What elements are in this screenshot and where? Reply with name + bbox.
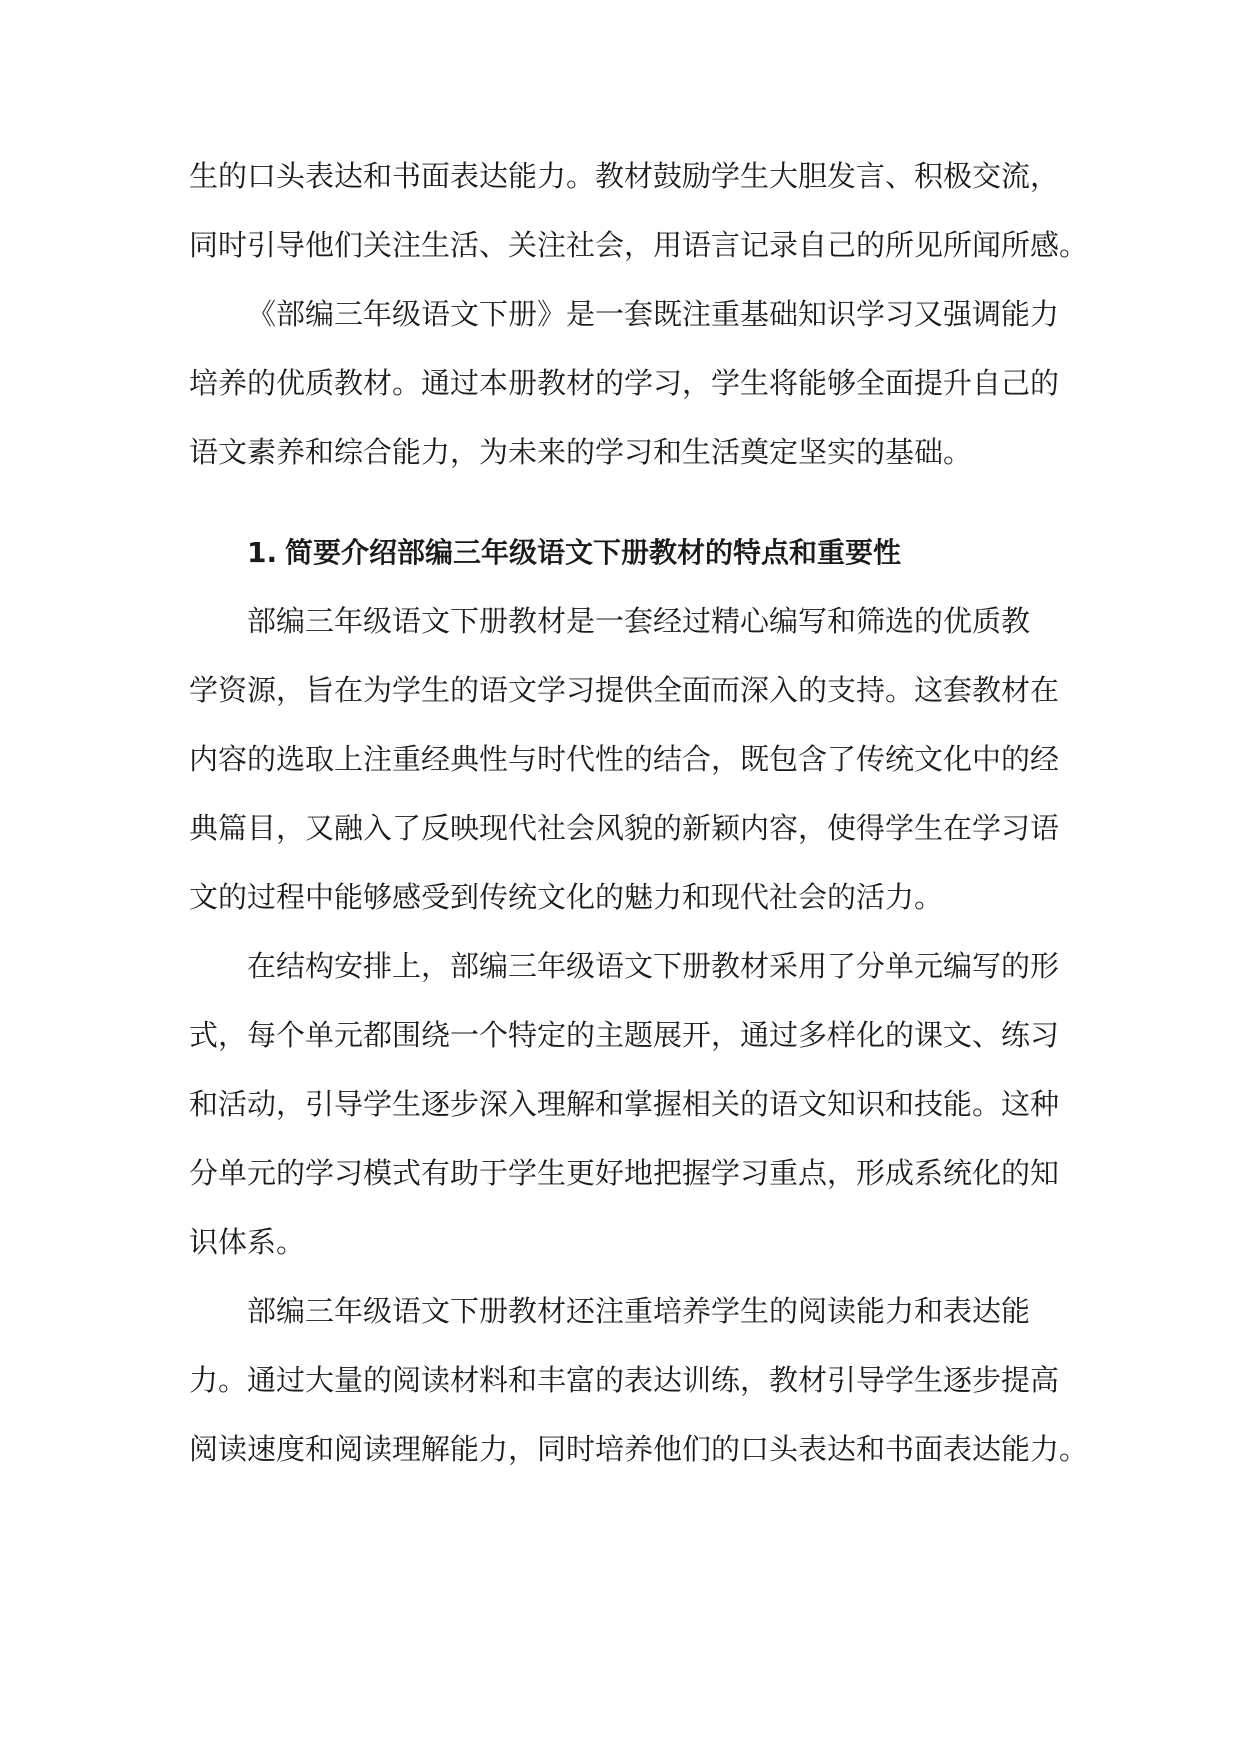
text-line: 培养的优质教材。通过本册教材的学习，学生将能够全面提升自己的 [189,366,1060,400]
text-line: 部编三年级语文下册教材还注重培养学生的阅读能力和表达能 [247,1294,1031,1328]
text-line: 和活动，引导学生逐步深入理解和掌握相关的语文知识和技能。这种 [189,1087,1060,1121]
paragraph-structure [189,932,1059,1277]
section-heading [189,518,1059,587]
text-line: 语文素养和综合能力，为未来的学习和生活奠定坚实的基础。 [189,435,973,469]
text-line: 分单元的学习模式有助于学生更好地把握学习重点，形成系统化的知 [189,1156,1060,1190]
section-number: 1. [247,536,278,569]
paragraph-summary [189,280,1059,487]
paragraph-continued [189,142,1089,280]
text-line: 内容的选取上注重经典性与时代性的结合，既包含了传统文化中的经 [189,742,1060,776]
paragraph-reading-skills [189,1277,1089,1484]
text-line: 阅读速度和阅读理解能力，同时培养他们的口头表达和书面表达能力。 [189,1432,1089,1466]
text-line: 文的过程中能够感受到传统文化的魅力和现代社会的活力。 [189,880,944,914]
paragraph-features [189,587,1059,932]
text-line: 学资源，旨在为学生的语文学习提供全面而深入的支持。这套教材在 [189,673,1060,707]
text-line: 识体系。 [189,1225,306,1259]
document-body [189,142,1089,1484]
text-line: 同时引导他们关注生活、关注社会，用语言记录自己的所见所闻所感。 [189,228,1089,262]
text-line: 式，每个单元都围绕一个特定的主题展开，通过多样化的课文、练习 [189,1018,1060,1052]
section-title: 简要介绍部编三年级语文下册教材的特点和重要性 [285,536,902,569]
text-line: 力。通过大量的阅读材料和丰富的表达训练，教材引导学生逐步提高 [189,1363,1060,1397]
text-line: 生的口头表达和书面表达能力。教材鼓励学生大胆发言、积极交流， [189,159,1060,193]
text-line: 部编三年级语文下册教材是一套经过精心编写和筛选的优质教 [247,604,1031,638]
text-line: 《部编三年级语文下册》是一套既注重基础知识学习又强调能力 [247,297,1060,331]
text-line: 典篇目，又融入了反映现代社会风貌的新颖内容，使得学生在学习语 [189,811,1060,845]
text-line: 在结构安排上，部编三年级语文下册教材采用了分单元编写的形 [247,949,1060,983]
